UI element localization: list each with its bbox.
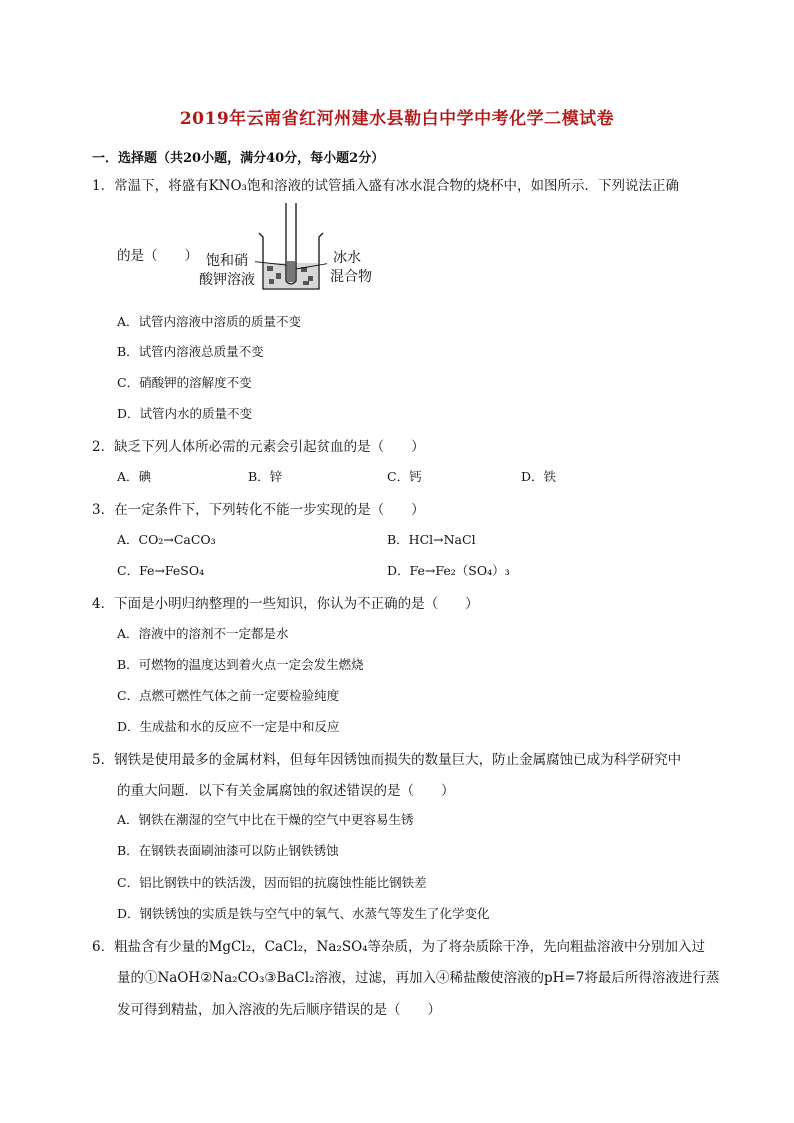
q4-stem: 4．下面是小明归纳整理的一些知识，你认为不正确的是（ ） <box>92 596 479 612</box>
q2-option-b: B．锌 <box>248 469 283 484</box>
q3-stem: 3．在一定条件下，下列转化不能一步实现的是（ ） <box>92 502 425 518</box>
q1-stem-line1: 1．常温下，将盛有KNO₃饱和溶液的试管插入盛有冰水混合物的烧杯中，如图所示．下列说法正确 <box>92 178 679 194</box>
q2-stem: 2．缺乏下列人体所必需的元素会引起贫血的是（ ） <box>92 439 425 455</box>
label-ice-water-2: 混合物 <box>330 269 372 285</box>
q2-option-a: A．碘 <box>117 469 152 484</box>
q5-option-b: B．在钢铁表面刷油漆可以防止钢铁锈蚀 <box>117 843 339 858</box>
q4-option-b: B．可燃物的温度达到着火点一定会发生燃烧 <box>117 657 364 672</box>
q5-option-a: A．钢铁在潮湿的空气中比在干燥的空气中更容易生锈 <box>117 812 414 827</box>
q2-option-d: D．铁 <box>521 469 557 484</box>
q4-option-d: D．生成盐和水的反应不一定是中和反应 <box>117 719 340 734</box>
q1-option-d: D．试管内水的质量不变 <box>117 406 253 421</box>
q5-option-d: D．钢铁锈蚀的实质是铁与空气中的氧气、水蒸气等发生了化学变化 <box>117 906 490 921</box>
q5-option-c: C．铝比钢铁中的铁活泼，因而铝的抗腐蚀性能比钢铁差 <box>117 875 427 890</box>
q5-stem-line1: 5．钢铁是使用最多的金属材料，但每年因锈蚀而损失的数量巨大，防止金属腐蚀已成为科学研究中 <box>92 752 682 768</box>
q4-option-c: C．点燃可燃性气体之前一定要检验纯度 <box>117 688 340 703</box>
label-saturated-kno3-2: 酸钾溶液 <box>199 272 255 288</box>
label-ice-water-1: 冰水 <box>333 250 361 266</box>
q3-option-b: B．HCl→NaCl <box>387 532 476 547</box>
q1-option-b: B．试管内溶液总质量不变 <box>117 344 264 359</box>
q1-option-a: A．试管内溶液中溶质的质量不变 <box>117 314 302 329</box>
kno3-solution-fill <box>287 261 295 282</box>
q4-option-a: A．溶液中的溶剂不一定都是水 <box>117 626 289 641</box>
beaker-test-tube-figure <box>255 203 327 293</box>
q2-option-c: C．钙 <box>387 469 422 484</box>
section-heading: 一．选择题（共20小题，满分40分，每小题2分） <box>92 151 385 166</box>
exam-title: 2019年云南省红河州建水县勒白中学中考化学二模试卷 <box>179 109 615 129</box>
q6-stem-line2: 量的①NaOH②Na₂CO₃③BaCl₂溶液，过滤，再加入④稀盐酸使溶液的pH=7将最后所得溶液进行蒸 <box>117 970 720 986</box>
q1-stem-line2: 的是（ ） <box>117 248 198 264</box>
q5-stem-line2: 的重大问题．以下有关金属腐蚀的叙述错误的是（ ） <box>117 783 455 799</box>
q3-option-c: C．Fe→FeSO₄ <box>117 563 205 578</box>
q6-stem-line3: 发可得到精盐，加入溶液的先后顺序错误的是（ ） <box>117 1002 441 1018</box>
q3-option-a: A．CO₂→CaCO₃ <box>117 532 216 547</box>
label-saturated-kno3-1: 饱和硝 <box>206 253 248 269</box>
q1-option-c: C．硝酸钾的溶解度不变 <box>117 375 252 390</box>
q6-stem-line1: 6．粗盐含有少量的MgCl₂，CaCl₂，Na₂SO₄等杂质，为了将杂质除干净，先向粗盐溶液中分别加入过 <box>92 939 706 955</box>
q3-option-d: D．Fe→Fe₂（SO₄）₃ <box>387 563 510 578</box>
